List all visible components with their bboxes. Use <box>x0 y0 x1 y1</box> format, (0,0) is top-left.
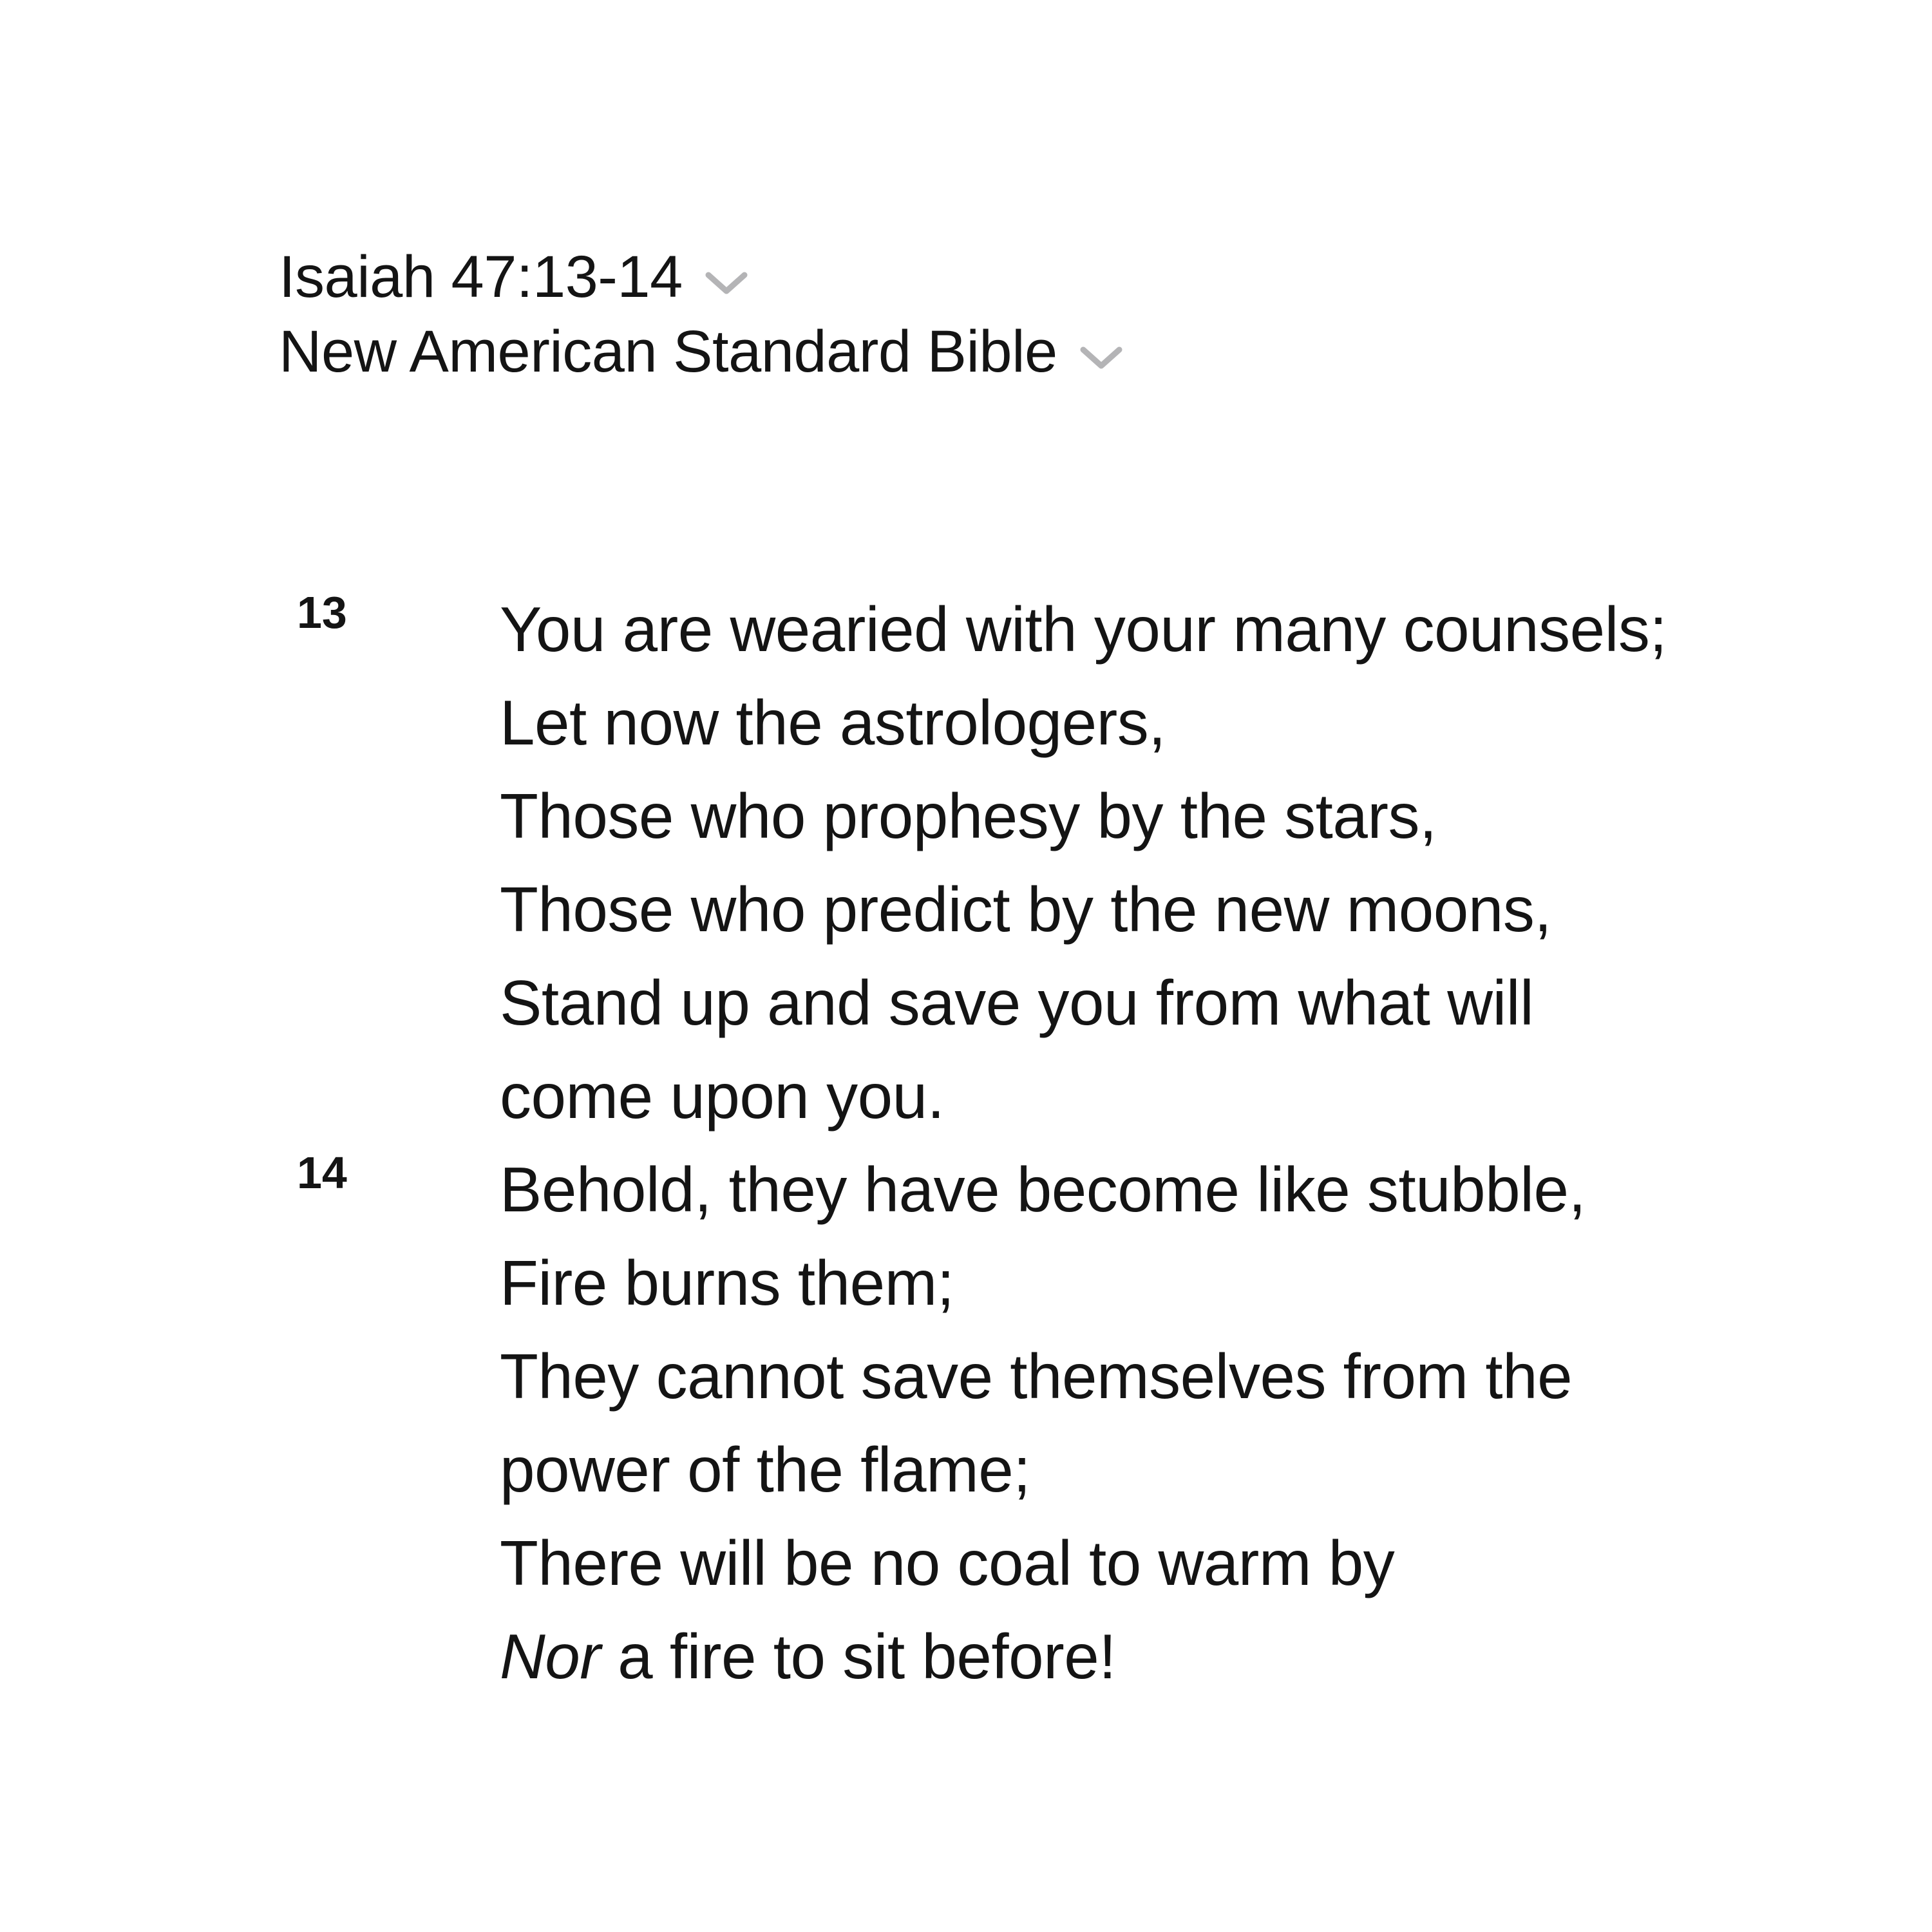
translation-selector[interactable] <box>279 314 1123 389</box>
italic-word: Nor <box>500 1621 601 1692</box>
verse-line: Those who predict by the new moons, <box>500 874 1552 945</box>
verse-line <box>500 1610 1667 1703</box>
verse-14 <box>297 1143 1667 1703</box>
translation-name: New American Standard Bible <box>279 319 1057 384</box>
chevron-down-icon <box>1079 345 1123 372</box>
verse-14-lines <box>500 1143 1667 1703</box>
reference-selector[interactable] <box>279 240 1123 314</box>
passage-header <box>279 240 1123 389</box>
verse-line: You are wearied with your many counsels; <box>500 594 1667 665</box>
verse-13 <box>297 583 1667 1143</box>
verse-line: Let now the astrologers, <box>500 687 1166 758</box>
verse-number: 14 <box>297 1148 347 1198</box>
verse-line: Those who prophesy by the stars, <box>500 781 1437 851</box>
verse-13-lines <box>500 583 1667 1143</box>
verse-line: There will be no coal to warm by <box>500 1528 1395 1598</box>
verse-line: Fire burns them; <box>500 1247 954 1318</box>
verse-line: come upon you. <box>500 1061 945 1132</box>
verse-number: 13 <box>297 587 347 638</box>
chevron-down-icon <box>705 270 748 297</box>
passage-reference: Isaiah 47:13-14 <box>279 244 683 310</box>
verse-line: Behold, they have become like stubble, <box>500 1154 1586 1225</box>
verse-line: power of the flame; <box>500 1434 1030 1505</box>
verse-line: Stand up and save you from what will <box>500 967 1534 1038</box>
verse-line-rest: a fire to sit before! <box>600 1621 1117 1692</box>
passage-text <box>297 583 1667 1703</box>
verse-line: They cannot save themselves from the <box>500 1341 1573 1412</box>
